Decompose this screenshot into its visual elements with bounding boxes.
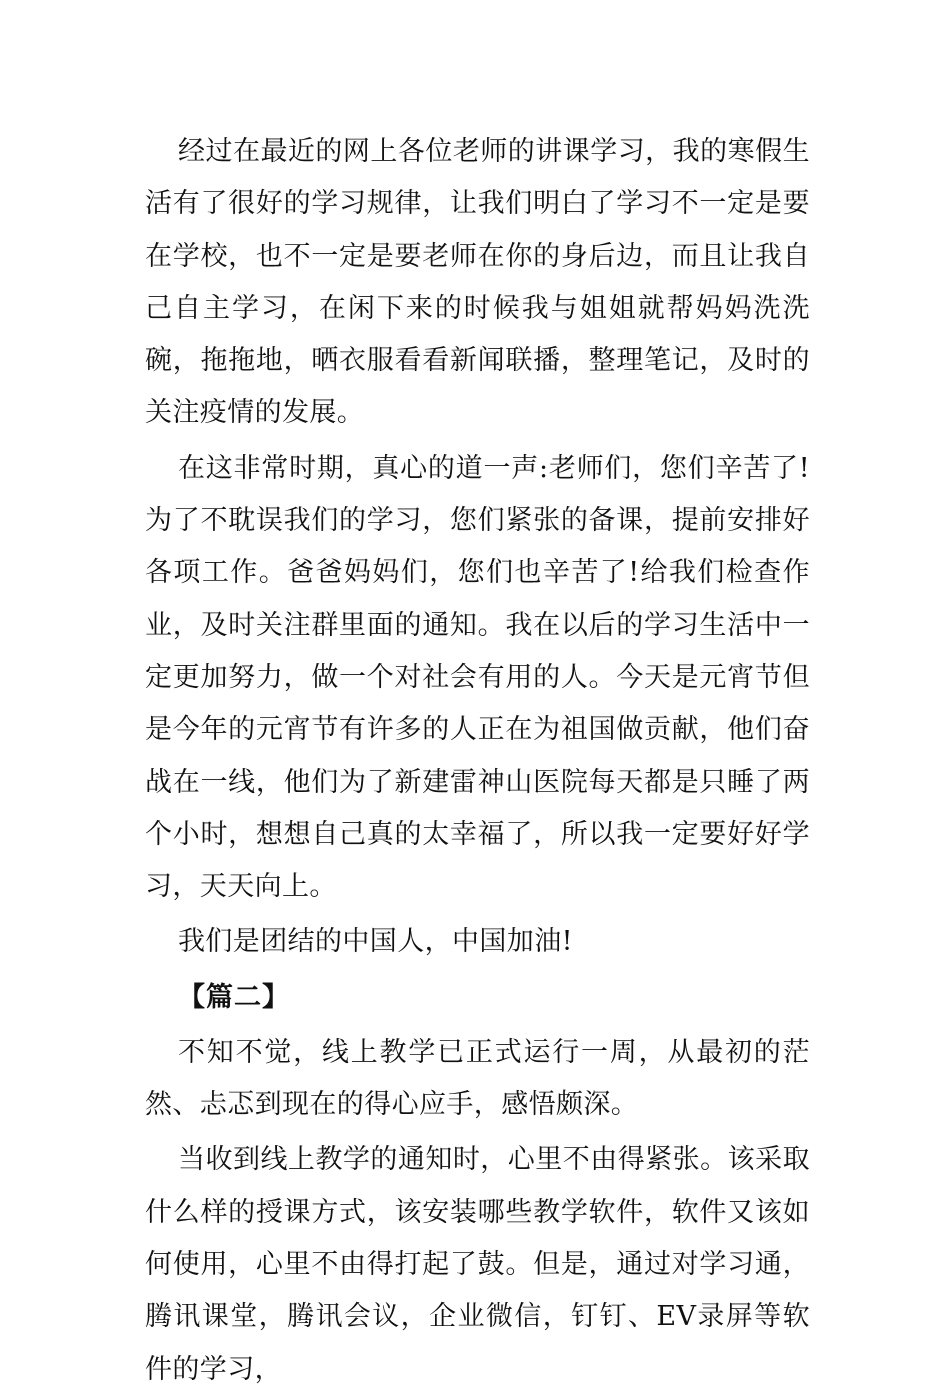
paragraph-2: 在这非常时期，真心的道一声:老师们，您们辛苦了!为了不耽误我们的学习，您们紧张的备课，提前安排好各项工作。爸爸妈妈们，您们也辛苦了!给我们检查作业，及时关注群里面的通知。我在以后的学习生活中一定更加努力，做一个对社会有用的人。今天是元宵节但是今年的元宵节有许多的人正在为祖国做贡献，他们奋战在一线，他们为了新建雷神山医院每天都是只睡了两个小时，想想自己真的太幸福了，所以我一定要好好学习，天天向上。	[145, 452, 810, 903]
paragraph-3: 我们是团结的中国人，中国加油!	[178, 926, 573, 958]
section-heading: 【篇二】	[178, 981, 290, 1013]
document-body	[145, 126, 810, 1396]
paragraph-1: 经过在最近的网上各位老师的讲课学习，我的寒假生活有了很好的学习规律，让我们明白了学习不一定是要在学校，也不一定是要老师在你的身后边，而且让我自己自主学习，在闲下来的时候我与姐姐就帮妈妈洗洗碗，拖拖地，晒衣服看看新闻联播，整理笔记，及时的关注疫情的发展。	[145, 136, 810, 429]
paragraph-5: 当收到线上教学的通知时，心里不由得紧张。该采取什么样的授课方式，该安装哪些教学软件，软件又该如何使用，心里不由得打起了鼓。但是，通过对学习通，腾讯课堂，腾讯会议，企业微信，钉钉、EV录屏等软件的学习，	[145, 1144, 810, 1385]
paragraph-4: 不知不觉，线上教学已正式运行一周，从最初的茫然、忐忑到现在的得心应手，感悟颇深。	[145, 1036, 810, 1121]
